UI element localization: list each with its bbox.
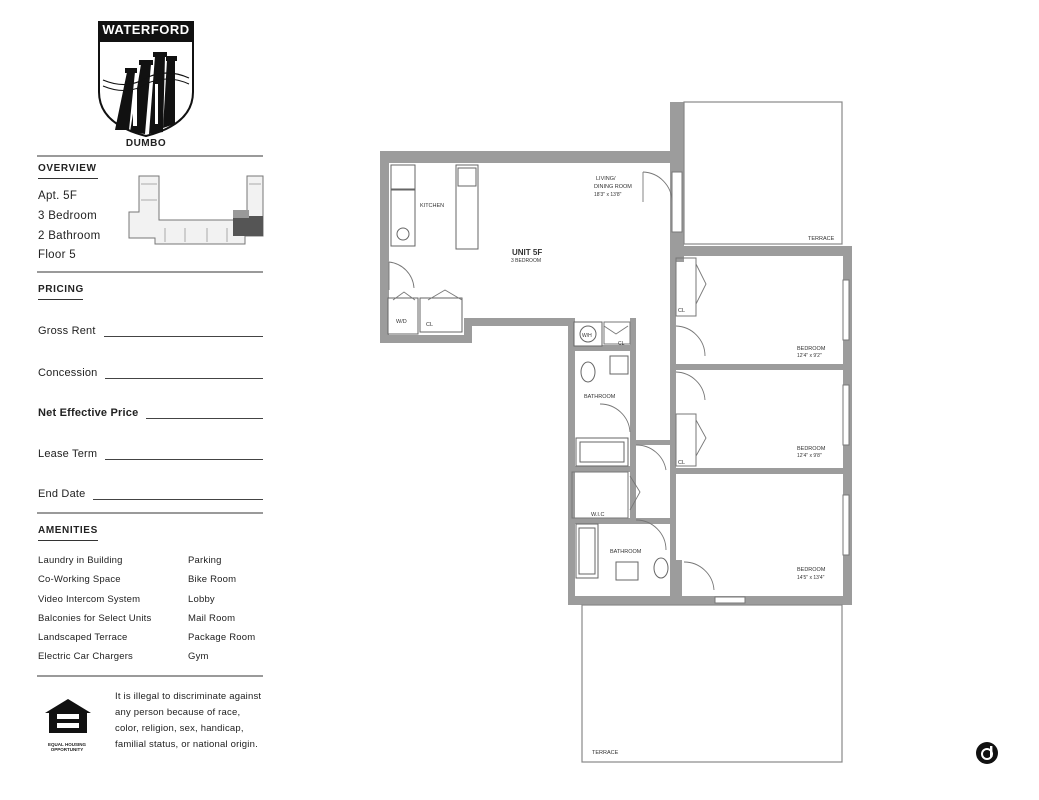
wall: [568, 518, 676, 524]
unit-label: UNIT 5F: [512, 248, 543, 257]
bathroom-count: 2 Bathroom: [38, 230, 101, 242]
price-label: End Date: [38, 488, 86, 500]
washer-dryer-label: W/D: [396, 319, 407, 325]
apt-number: Apt. 5F: [38, 190, 78, 202]
bedroom-count: 3 Bedroom: [38, 210, 97, 222]
unit-sub-label: 3 BEDROOM: [511, 258, 542, 264]
amenity-item: Landscaped Terrace: [38, 632, 128, 643]
bedroom-3-dimensions: 14'5" x 13'4": [797, 575, 825, 581]
amenity-item: Gym: [188, 651, 209, 662]
wall: [670, 246, 852, 256]
wall: [672, 468, 852, 474]
bathroom-1-label: BATHROOM: [584, 394, 616, 400]
bedroom-1-label: BEDROOM: [797, 346, 826, 352]
amenity-item: Balconies for Select Units: [38, 613, 152, 624]
terrace-bottom-label: TERRACE: [592, 750, 619, 756]
living-dimensions: 18'3" x 13'8": [594, 192, 622, 198]
price-label: Lease Term: [38, 448, 98, 460]
wall: [568, 466, 636, 472]
bedroom-1-dimensions: 12'4" x 9'2": [797, 353, 822, 359]
dining-label: DINING ROOM: [594, 184, 632, 190]
wall: [636, 440, 672, 445]
bedroom-2-dimensions: 12'4" x 9'8": [797, 453, 822, 459]
amenity-item: Parking: [188, 555, 222, 566]
price-label: Net Effective Price: [38, 407, 139, 419]
wall: [380, 335, 472, 343]
water-heater-label: W/H: [582, 333, 592, 339]
amenity-item: Co-Working Space: [38, 574, 121, 585]
amenities-title: AMENITIES: [38, 525, 98, 536]
price-label: Gross Rent: [38, 325, 96, 337]
wall: [670, 474, 676, 604]
terrace-bottom-outline: [582, 605, 842, 762]
wall: [380, 151, 680, 163]
bedroom-3-label: BEDROOM: [797, 567, 826, 573]
terrace-top-outline: [684, 102, 842, 244]
price-label: Concession: [38, 367, 98, 379]
wall: [630, 318, 636, 466]
bedroom-2-label: BEDROOM: [797, 446, 826, 452]
brand-location: DUMBO: [125, 138, 167, 149]
amenity-item: Mail Room: [188, 613, 236, 624]
wall: [568, 596, 852, 605]
closet-label: CL: [618, 341, 625, 347]
amenity-item: Laundry in Building: [38, 555, 123, 566]
brand-name: WATERFORD: [102, 22, 190, 37]
wall: [568, 318, 575, 605]
wall: [464, 318, 569, 326]
amenity-item: Electric Car Chargers: [38, 651, 134, 662]
eho-caption: EQUAL HOUSING OPPORTUNITY: [48, 742, 86, 752]
fair-housing-statement: It is illegal to discriminate against any person because of race, color, religion, sex, handicap, familial status, or national origin.: [115, 691, 262, 750]
bathroom-2-label: BATHROOM: [610, 549, 642, 555]
closet-label: CL: [678, 460, 686, 466]
closet-label: CL: [678, 308, 686, 314]
amenity-item: Bike Room: [188, 574, 237, 585]
closet-label: CL: [426, 322, 434, 328]
walk-in-closet-label: W.I.C: [591, 512, 605, 518]
wall: [672, 364, 852, 370]
pricing-title: PRICING: [38, 284, 84, 295]
circle-d-logo-icon: [975, 741, 999, 765]
amenity-item: Package Room: [188, 632, 256, 643]
kitchen-label: KITCHEN: [420, 203, 445, 209]
amenity-item: Lobby: [188, 594, 215, 605]
amenity-item: Video Intercom System: [38, 594, 141, 605]
wall: [670, 246, 676, 474]
overview-title: OVERVIEW: [38, 163, 97, 174]
floor-number: Floor 5: [38, 249, 76, 261]
wall: [676, 560, 682, 604]
terrace-top-label: TERRACE: [808, 236, 835, 242]
living-label: LIVING/: [596, 176, 616, 182]
